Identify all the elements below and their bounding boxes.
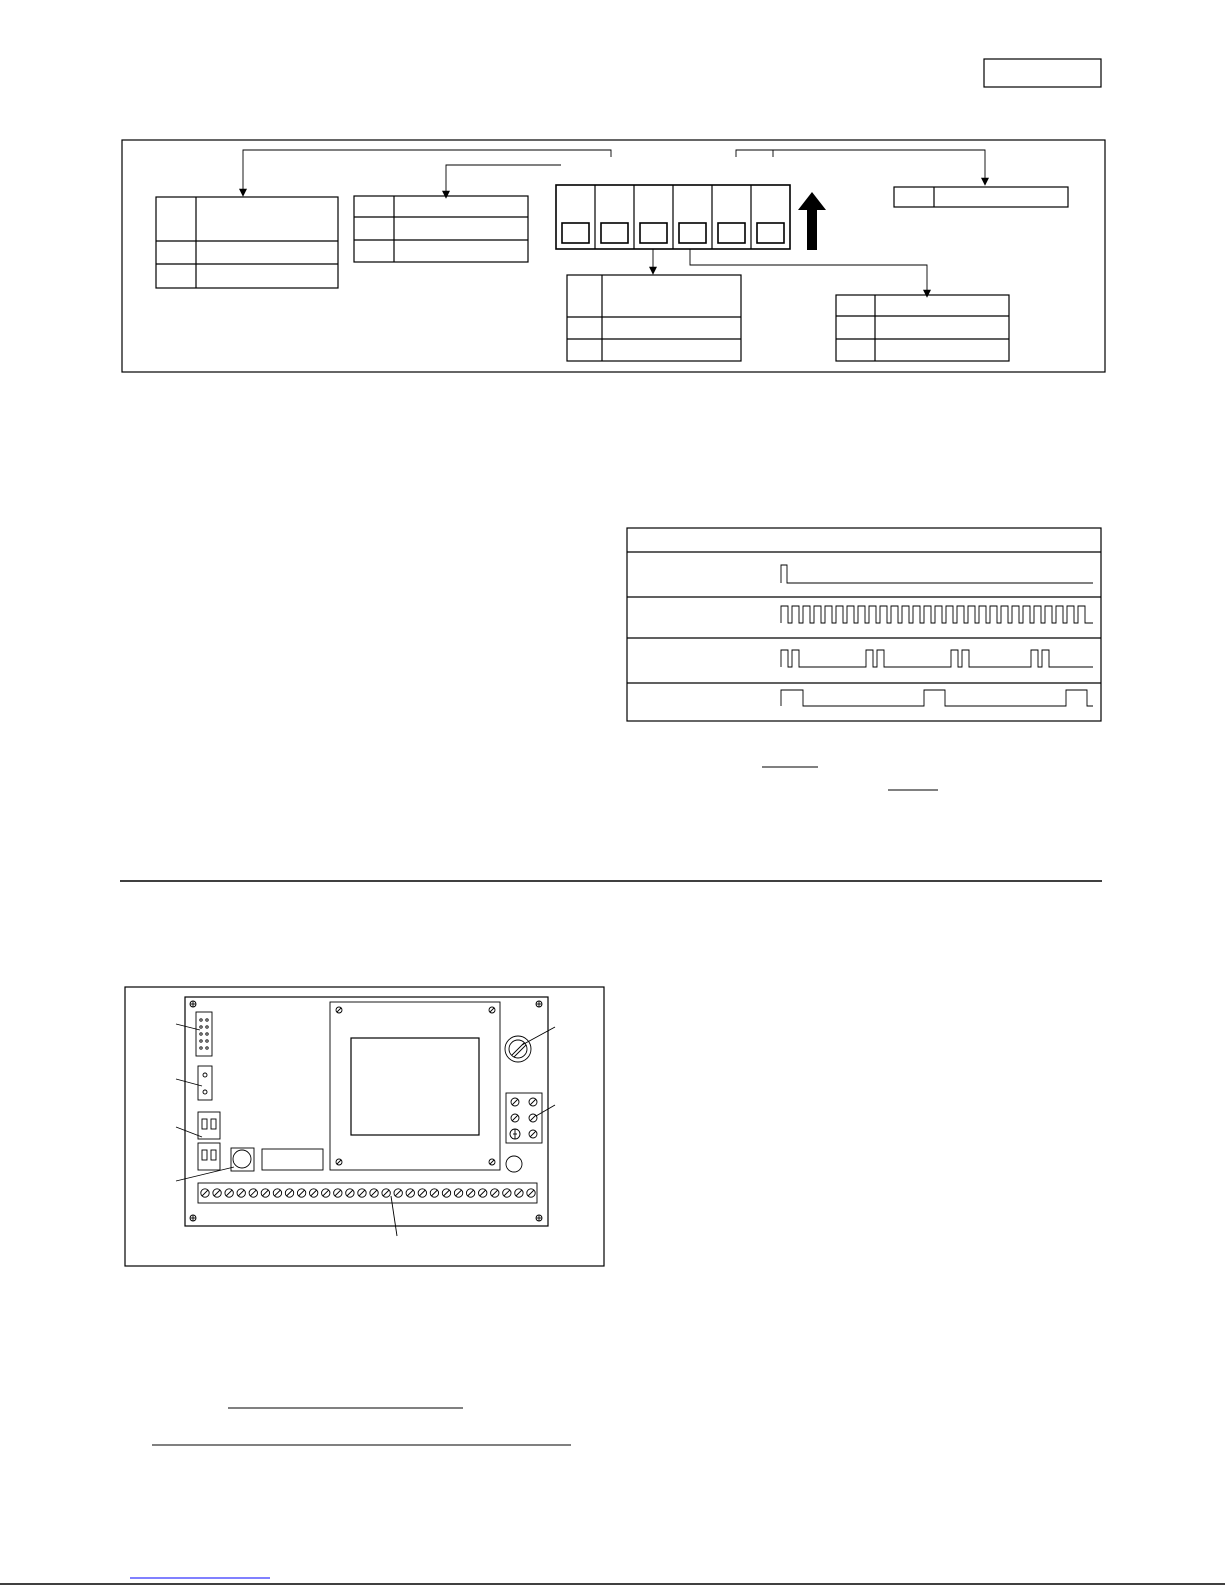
terminal-screw[interactable] [466, 1189, 474, 1197]
terminal-screw[interactable] [309, 1189, 317, 1197]
terminal-screw[interactable] [249, 1189, 257, 1197]
terminal-screw[interactable] [382, 1189, 390, 1197]
jumper-connector[interactable] [198, 1066, 212, 1100]
callout-line-7 [391, 1196, 397, 1236]
circuit-board [185, 997, 548, 1226]
terminal-screw[interactable] [503, 1189, 511, 1197]
terminal-screw[interactable] [273, 1189, 281, 1197]
dip-switch-1[interactable] [562, 223, 589, 243]
board-layout-figure [125, 987, 604, 1266]
terminal-screw[interactable] [285, 1189, 293, 1197]
terminal-screw[interactable] [442, 1189, 450, 1197]
terminal-screw[interactable] [213, 1189, 221, 1197]
dip-switch-5[interactable] [718, 223, 745, 243]
terminal-screw[interactable] [491, 1189, 499, 1197]
terminal-strip[interactable] [198, 1183, 537, 1203]
dip-switch-figure [122, 140, 1105, 372]
leader-line-2 [446, 165, 561, 198]
terminal-screw[interactable] [515, 1189, 523, 1197]
waveform-3 [781, 650, 1093, 667]
setting-table-4 [836, 295, 1009, 361]
board-screws [190, 1001, 542, 1221]
terminal-screw[interactable] [261, 1189, 269, 1197]
on-direction-arrow-icon [798, 192, 826, 250]
terminal-screw[interactable] [406, 1189, 414, 1197]
setting-table-1 [156, 197, 338, 288]
potentiometer-block[interactable] [506, 1093, 542, 1143]
dip-switch-2[interactable] [601, 223, 628, 243]
reset-button[interactable] [231, 1148, 254, 1171]
callout-line-6 [536, 1105, 555, 1116]
setting-table-3 [567, 275, 741, 361]
terminal-screw[interactable] [225, 1189, 233, 1197]
terminal-screw[interactable] [346, 1189, 354, 1197]
flash-pattern-table [627, 528, 1101, 721]
terminal-screw[interactable] [297, 1189, 305, 1197]
terminal-screw[interactable] [334, 1189, 342, 1197]
terminal-screw[interactable] [237, 1189, 245, 1197]
waveform-1 [781, 565, 1093, 583]
relay-component [262, 1149, 323, 1170]
terminal-screw[interactable] [418, 1189, 426, 1197]
terminal-screw[interactable] [394, 1189, 402, 1197]
status-led [506, 1156, 522, 1172]
terminal-screw[interactable] [430, 1189, 438, 1197]
board-dip-switch-2[interactable] [198, 1143, 220, 1170]
callout-line-5 [522, 1027, 555, 1045]
terminal-screw[interactable] [358, 1189, 366, 1197]
waveform-4 [781, 690, 1093, 706]
leader-line-5 [690, 249, 927, 297]
terminal-screw[interactable] [454, 1189, 462, 1197]
terminal-screw[interactable] [370, 1189, 378, 1197]
dip-switch-block[interactable] [556, 185, 790, 249]
page-ref-box [984, 59, 1101, 87]
dip-switch-3[interactable] [640, 223, 667, 243]
dip-switch-4[interactable] [679, 223, 706, 243]
terminal-screw[interactable] [479, 1189, 487, 1197]
module-plate [330, 1002, 500, 1170]
display-window [351, 1038, 479, 1135]
fuse-holder[interactable] [505, 1036, 531, 1062]
board-dip-switch-1[interactable] [198, 1112, 220, 1139]
pin-header-connector[interactable] [196, 1012, 212, 1056]
dip-switch-6[interactable] [757, 223, 784, 243]
setting-table-5 [894, 187, 1068, 207]
terminal-screw[interactable] [322, 1189, 330, 1197]
terminal-screw[interactable] [201, 1189, 209, 1197]
waveform-2 [781, 606, 1093, 623]
dip-figure-frame [122, 140, 1105, 372]
setting-table-2 [354, 196, 528, 262]
terminal-screw[interactable] [527, 1189, 535, 1197]
